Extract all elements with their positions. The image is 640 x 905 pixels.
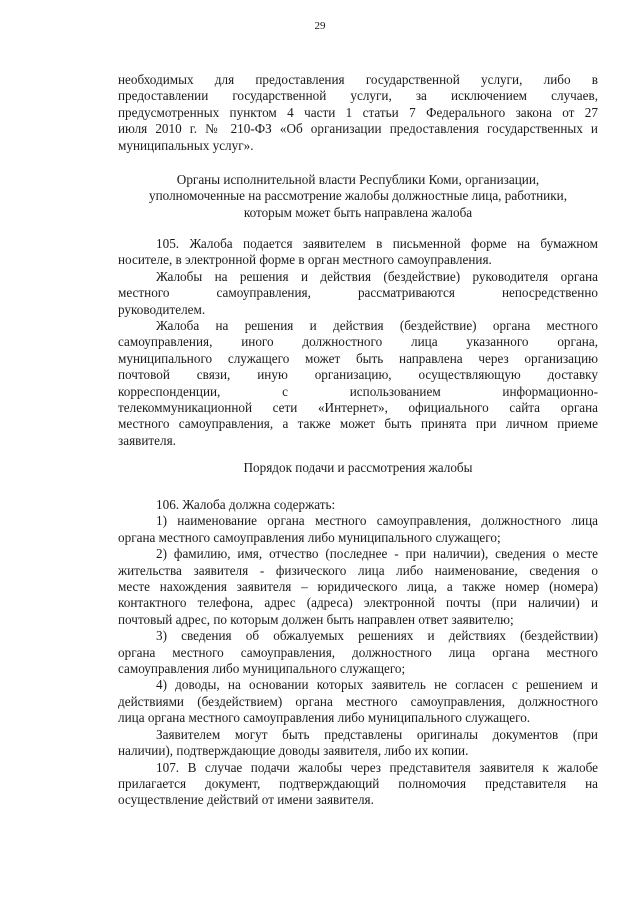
text-line: муниципального служащего может быть направлена через организацию — [118, 350, 598, 366]
text-line: Жалоба на решения и действия (бездействие) органа местного — [156, 318, 598, 334]
text-line: самоуправления, иного должностного лица указанного органа, — [118, 334, 598, 350]
section-106 — [118, 497, 598, 809]
text-line: предоставлении государственной услуги, за исключением случаев, — [118, 88, 598, 104]
section-heading-procedure — [118, 460, 598, 476]
text-line: руководителем. — [118, 301, 206, 317]
text-line: 107. В случае подачи жалобы через представителя заявителя к жалобе — [156, 759, 598, 775]
section-105 — [118, 236, 598, 449]
text-line: необходимых для предоставления государственной услуги, либо в — [118, 72, 598, 87]
intro-paragraph — [118, 72, 598, 154]
text-line: 2) фамилию, имя, отчество (последнее - при наличии), сведения о месте — [156, 546, 598, 562]
text-line: 3) сведения об обжалуемых решениях и действиях (бездействии) — [156, 628, 598, 644]
text-line: Жалобы на решения и действия (бездействие) руководителя органа — [156, 268, 598, 284]
text-line: органа местного самоуправления либо муниципального служащего; — [118, 529, 501, 545]
heading-line: Порядок подачи и рассмотрения жалобы — [243, 460, 473, 475]
text-line: 106. Жалоба должна содержать: — [156, 497, 336, 512]
text-line: осуществление действий от имени заявителя. — [118, 792, 374, 808]
text-line: 1) наименование органа местного самоуправления, должностного лица — [156, 513, 598, 529]
text-line: лица органа местного самоуправления либо муниципального служащего. — [118, 710, 531, 726]
text-line: Заявителем могут быть представлены оригиналы документов (при — [156, 726, 598, 742]
section-heading-bodies — [118, 172, 598, 221]
text-line: телекоммуникационной сети «Интернет», официального сайта органа — [118, 400, 598, 416]
heading-line: уполномоченные на рассмотрение жалобы должностные лица, работники, — [149, 188, 567, 204]
text-line: местного самоуправления, рассматриваются непосредственно — [118, 285, 598, 301]
text-line: прилагается документ, подтверждающий полномочия представителя на — [118, 775, 598, 791]
text-line: действиями (бездействием) органа местного самоуправления, должностного — [118, 693, 598, 709]
text-line: органа местного самоуправления, должностного лица органа местного — [118, 644, 598, 660]
text-line: июля 2010 г. № 210-ФЗ «Об организации предоставления государственных и — [118, 121, 598, 137]
text-line: жительства заявителя - физического лица либо наименование, сведения о — [118, 562, 598, 578]
text-line: заявителя. — [118, 432, 176, 448]
text-line: корреспонденции, с использованием информационно- — [118, 383, 598, 399]
text-line: местного самоуправления, а также может быть принята при личном приеме — [118, 416, 598, 432]
text-line: наличии), подтверждающие доводы заявителя, либо их копии. — [118, 743, 469, 759]
heading-line: которым может быть направлена жалоба — [243, 204, 473, 220]
text-line: носителе, в электронной форме в орган местного самоуправления. — [118, 252, 492, 268]
text-line: месте нахождения заявителя – юридического лица, а также номер (номера) — [118, 579, 598, 595]
text-line: почтовый адрес, по которым должен быть направлен ответ заявителю; — [118, 611, 514, 627]
heading-line: Органы исполнительной власти Республики Коми, организации, — [176, 172, 540, 187]
text-line: самоуправления либо муниципального служащего; — [118, 661, 406, 677]
text-line: предусмотренных пунктом 4 части 1 статьи 7 Федерального закона от 27 — [118, 104, 598, 120]
text-line: муниципальных услуг». — [118, 137, 254, 153]
text-line: 105. Жалоба подается заявителем в письменной форме на бумажном — [156, 236, 598, 251]
text-line: контактного телефона, адрес (адреса) электронной почты (при наличии) и — [118, 595, 598, 611]
page-number: 29 — [314, 20, 326, 32]
text-line: 4) доводы, на основании которых заявитель не согласен с решением и — [156, 677, 598, 693]
text-line: почтовой связи, иную организацию, осуществляющую доставку — [118, 367, 598, 383]
